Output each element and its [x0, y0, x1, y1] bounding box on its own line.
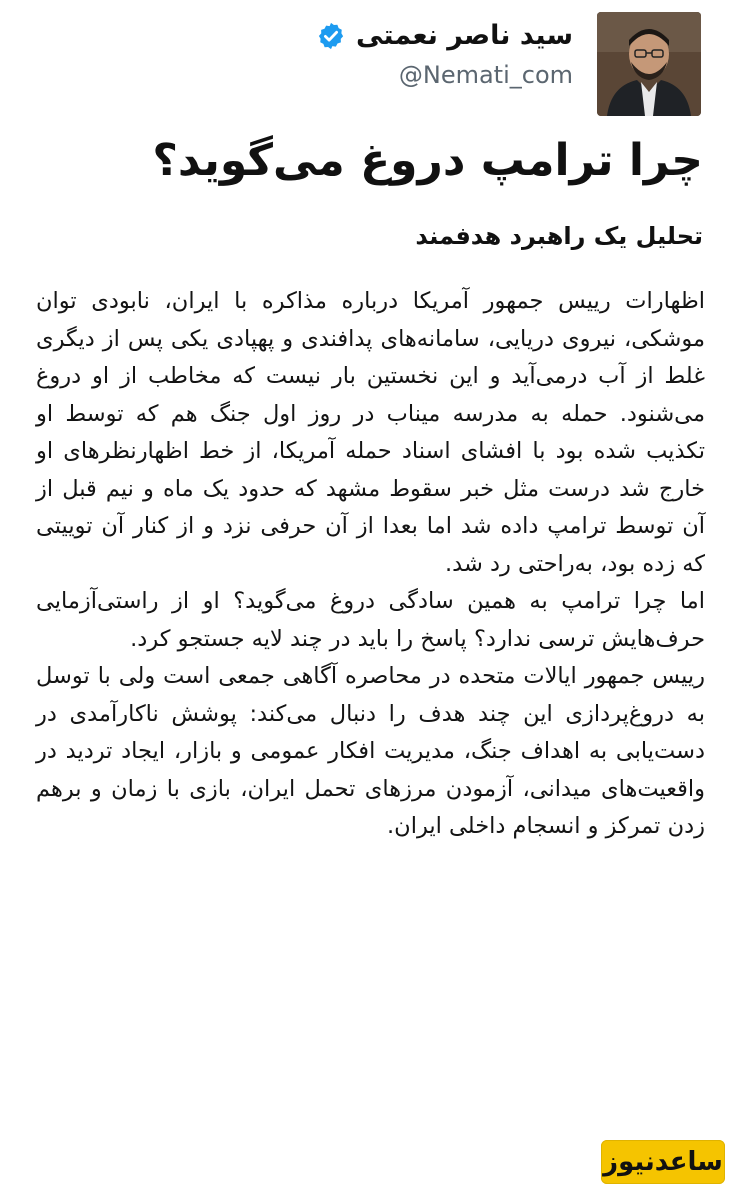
tweet-paragraph: اما چرا ترامپ به همین سادگی دروغ می‌گوید؟ او از راستی‌آزمایی حرف‌هایش ترسی ندارد؟ پاسخ را باید در چند لایه جستجو کرد. [36, 588, 705, 652]
author-display-name[interactable]: سید ناصر نعمتی [356, 20, 573, 51]
tweet-body [36, 283, 705, 846]
tweet-subtitle: تحلیل یک راهبرد هدفمند [415, 222, 703, 250]
watermark-label: ساعدنیوز [603, 1147, 723, 1177]
avatar-portrait-icon [597, 12, 701, 116]
author-handle[interactable]: @Nemati_com [398, 61, 573, 89]
tweet-title: چرا ترامپ دروغ می‌گوید؟ [152, 135, 703, 186]
tweet-header [40, 12, 701, 120]
tweet-paragraph: اظهارات رییس جمهور آمریکا درباره مذاکره با ایران، نابودی توان موشکی، نیروی دریایی، سامانه‌های پدافندی و پهپادی یکی پس از دیگری غلط از آب درمی‌آید و این نخستین بار نیست که مخاطب از او دروغ می‌شنود. حمله به مدرسه میناب در روز اول جنگ هم که توسط او تکذیب شده بود با افشای اسناد حمله آمریکا، از خط اظهارنظرهای او خارج شد درست مثل خبر سقوط مشهد که حدود یک ماه و نیم قبل از آن توسط ترامپ داده شد اما بعدا از آن حرفی نزد و از کنار آن توییتی که زده بود، به‌راحتی رد شد. [36, 288, 705, 577]
avatar[interactable] [597, 12, 701, 116]
watermark-logo [601, 1140, 725, 1184]
tweet-paragraph: رییس جمهور ایالات متحده در محاصره آگاهی جمعی است ولی با توسل به دروغ‌پردازی این چند هدف را دنبال می‌کند: پوشش ناکارآمدی در دست‌یابی به اهداف جنگ، مدیریت افکار عمومی و بازار، ایجاد تردید در واقعیت‌های میدانی، آزمودن مرزهای تحمل ایران، بازی با زمان و برهم زدن تمرکز و انسجام داخلی ایران. [36, 663, 705, 839]
author-info [316, 20, 573, 89]
verified-badge-icon [316, 21, 346, 51]
